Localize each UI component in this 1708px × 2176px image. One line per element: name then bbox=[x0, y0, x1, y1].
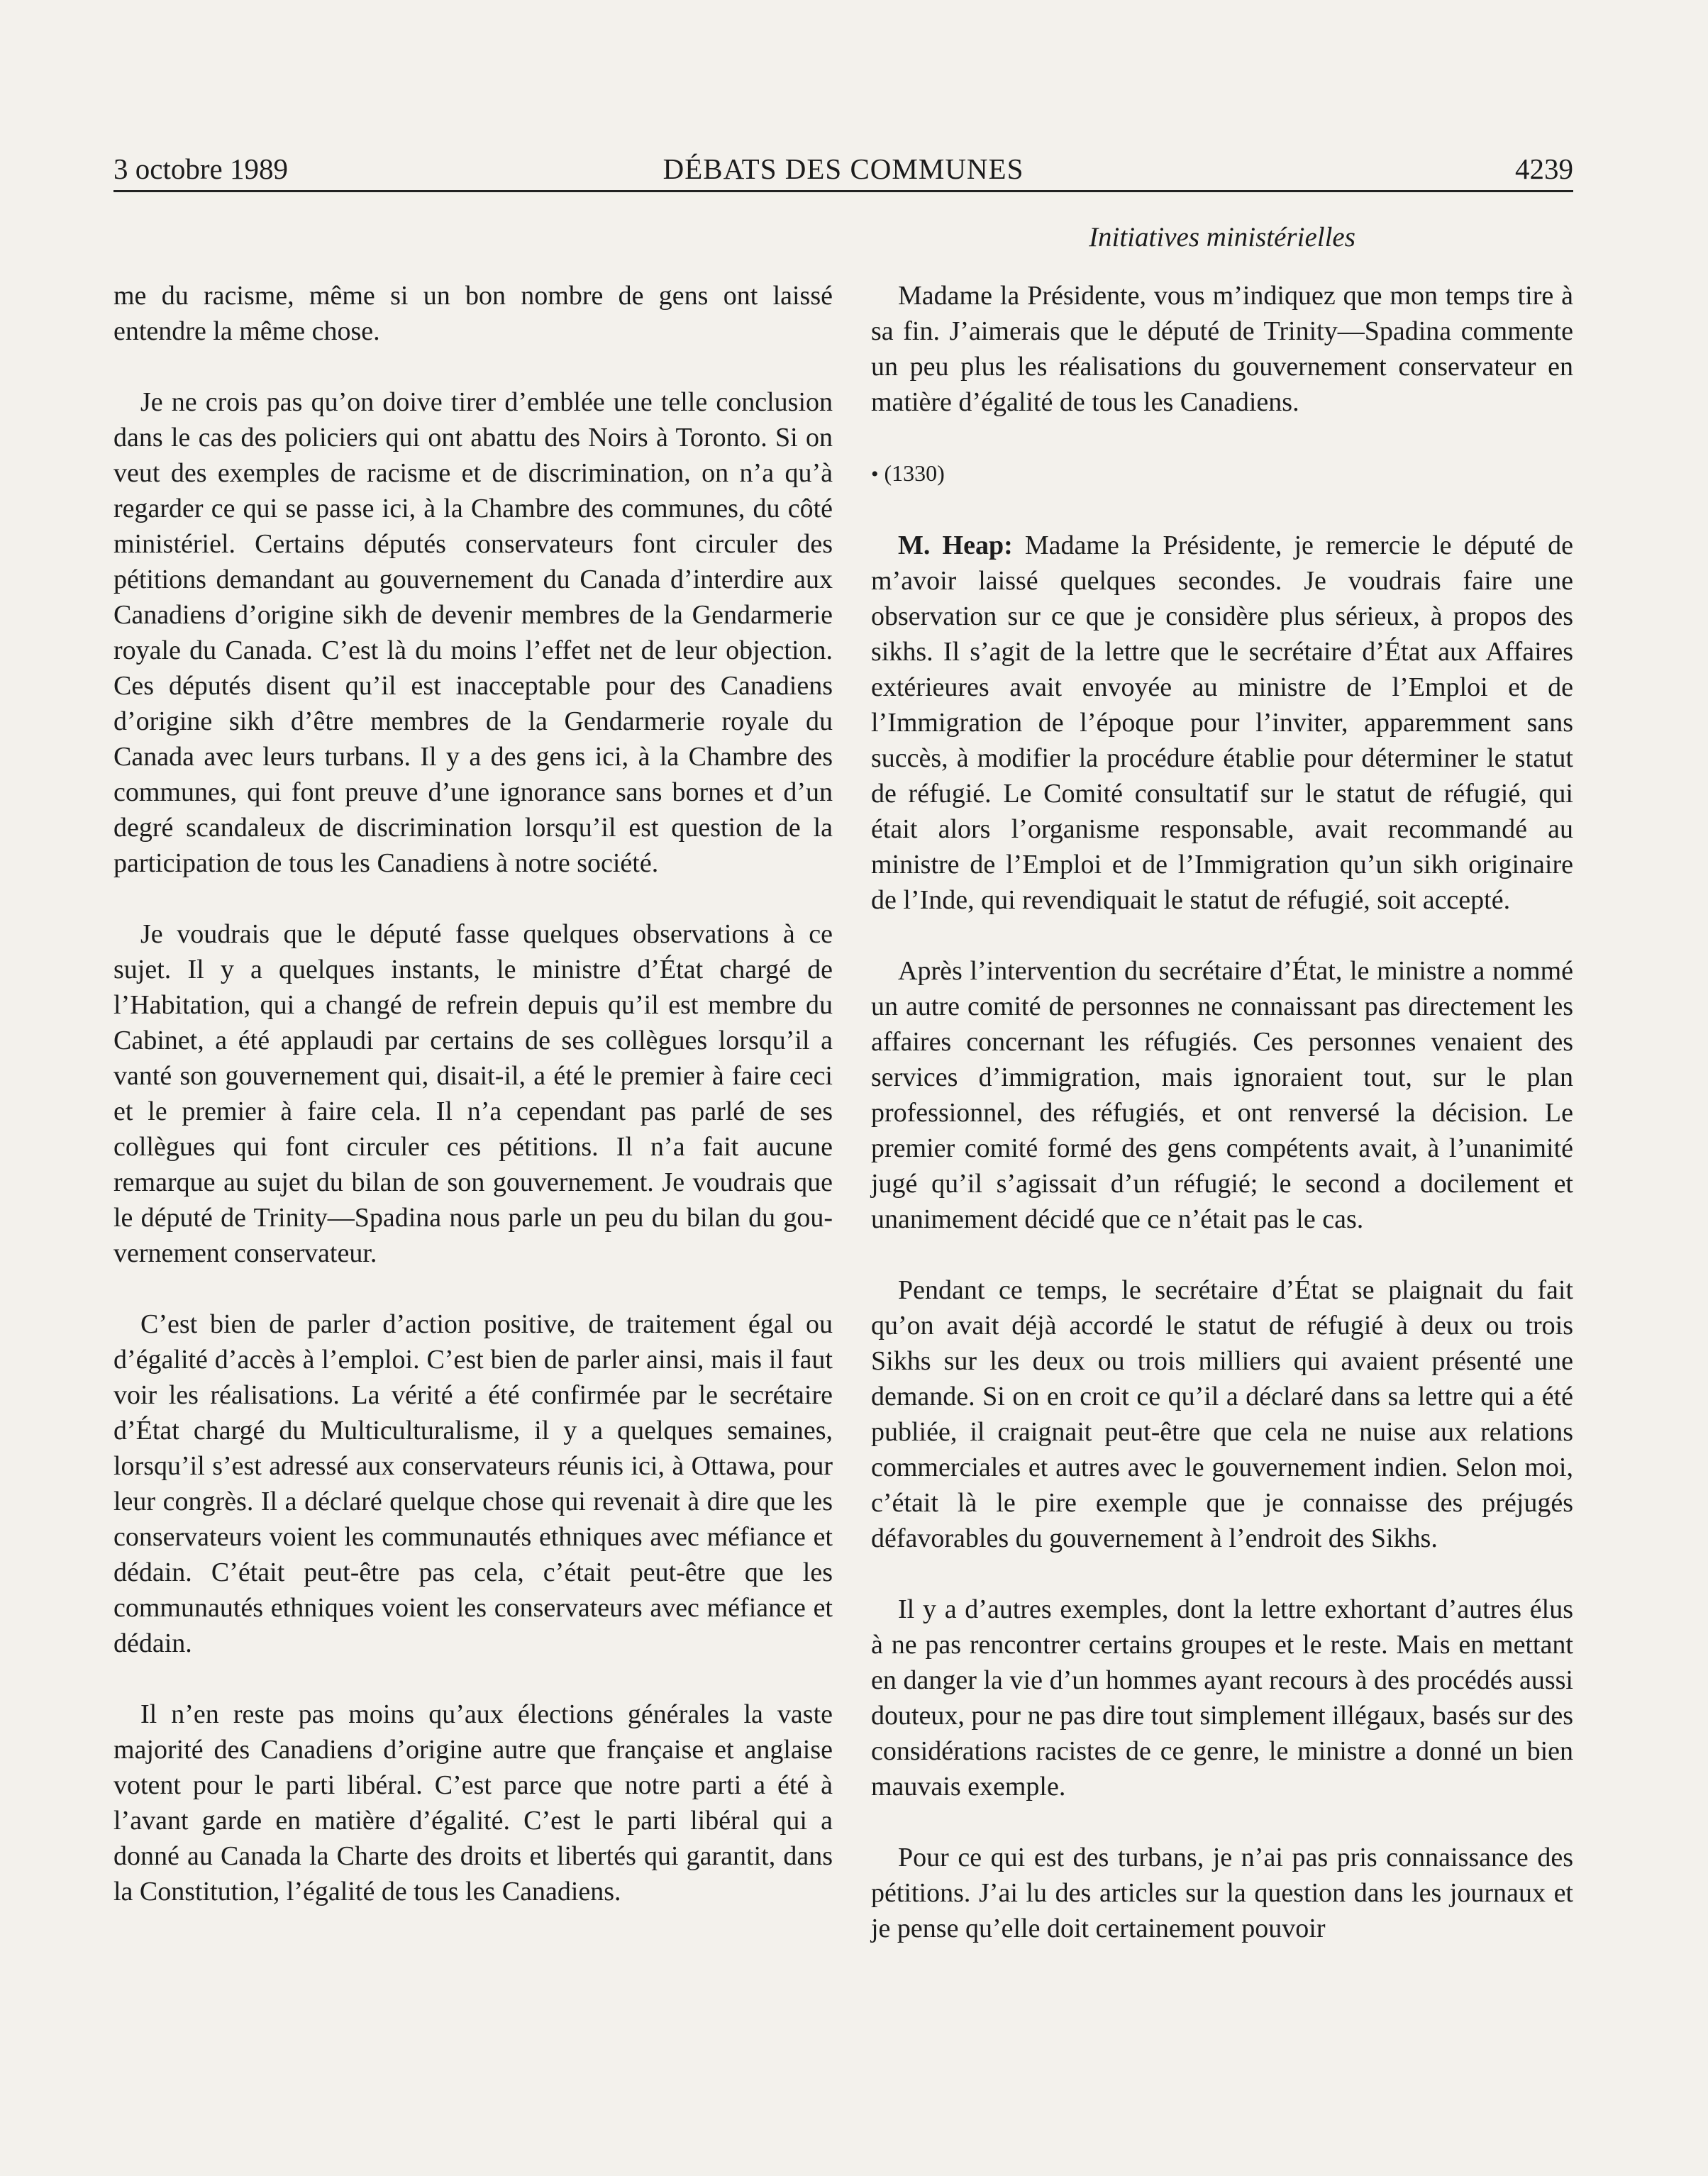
page-header bbox=[113, 148, 1573, 190]
speech-text: Madame la Présidente, je remercie le député de m’avoir laissé quelques secondes. Je voudrais faire une observation sur ce que je considère plus sérieux, à propos des sikhs. Il s’agit de la lettre que le secrétaire d’État aux Affaires extérieures avait envoyée au ministre de l’Emploi et de l’Immigration de l’époque pour l’inviter, apparemment sans succès, à modifier la procédure établie pour déterminer le statut de réfugié. Le Comité consultatif sur le statut de réfugié, qui était alors l’organisme responsable, avait recommandé au ministre de l’Emploi et de l’Immigration qu’un sikh originaire de l’Inde, qui revendiquait le statut de réfugié, soit accepté. bbox=[871, 531, 1573, 915]
paragraph: Je voudrais que le député fasse quelques observations à ce sujet. Il y a quelques instants, le ministre d’État chargé de l’Habitation, qui a changé de refrein depuis qu’il est membre du Cabinet, a été applaudi par certains de ses collègues lorsqu’il a vanté son gouvernement qui, disait-il, a été le premier à faire ceci et le premier à faire cela. Il n’a cependant pas parlé de ses collègues qui font circuler ces pétitions. Il n’a fait aucune remarque au sujet du bilan de son gouvernement. Je voudrais que le député de Trinity—Spadina nous parle un peu du bilan du gouvernement conservateur. bbox=[113, 919, 833, 1268]
paragraph: C’est bien de parler d’action positive, de traitement égal ou d’égalité d’accès à l’emploi. C’est bien de parler ainsi, mais il faut voir les réalisations. La vérité a été confirmée par le secrétaire d’État chargé du Multiculturalisme, il y a quelques semaines, lorsqu’il s’est adressé aux conservateurs réunis ici, à Ottawa, pour leur congrès. Il a déclaré quelque chose qui revenait à dire que les conservateurs voient les communautés ethniques avec méfiance et dédain. C’était peut-être pas cela, c’était peut-être que les communautés ethniques voient les conservateurs avec méfiance et dédain. bbox=[113, 1309, 833, 1658]
timestamp bbox=[871, 455, 1573, 492]
paragraph: Pendant ce temps, le secrétaire d’État se plaignait du fait qu’on avait déjà accordé le statut de réfugié à deux ou trois Sikhs sur les deux ou trois milliers qui avaient présenté une demande. Si on en croit ce qu’il a déclaré dans sa lettre qui a été publiée, il craignait peut-être que cela ne nuise aux relations commerciales et autres avec le gouvernement indien. Selon moi, c’était là le pire exemple que je connaisse des préjugés défavorables du gouvernement à l’endroit des Sikhs. bbox=[871, 1275, 1573, 1553]
paragraph: Pour ce qui est des turbans, je n’ai pas pris connaissance des pétitions. J’ai lu des articles sur la question dans les journaux et je pense qu’elle doit certainement pouvoir bbox=[871, 1843, 1573, 1943]
speech-paragraph bbox=[871, 528, 1573, 918]
paragraph: Il y a d’autres exemples, dont la lettre exhortant d’autres élus à ne pas rencontrer certains groupes et le reste. Mais en mettant en danger la vie d’un hommes ayant recours à des procédés aussi douteux, pour ne pas dire tout simplement illégaux, basés sur des considérations racistes de ce genre, le ministre a donné un bien mauvais exemple. bbox=[871, 1594, 1573, 1802]
speaker-name: M. Heap: bbox=[898, 531, 1013, 560]
paragraph: Il n’en reste pas moins qu’aux élections générales la vaste majorité des Canadiens d’origine autre que française et anglaise votent pour le parti libéral. C’est parce que notre parti a été à l’avant garde en matière d’égalité. C’est le parti libéral qui a donné au Canada la Charte des droits et libertés qui garantit, dans la Constitution, l’égalité de tous les Canadiens. bbox=[113, 1699, 833, 1906]
left-column bbox=[113, 278, 833, 1945]
right-column bbox=[871, 278, 1573, 1982]
bullet-icon: • bbox=[871, 462, 879, 486]
paragraph: me du racisme, même si un bon nombre de gens ont laissé entendre la même chose. bbox=[113, 281, 833, 346]
section-label: Initiatives ministérielles bbox=[1089, 222, 1355, 252]
paragraph: Après l’intervention du secrétaire d’État, le ministre a nommé un autre comité de personnes ne connaissant pas directement les affaires concernant les réfugiés. Ces personnes venaient des services d’immigration, mais ignoraient tout, sur le plan professionnel, des réfugiés, et ont renversé la décision. Le premier comité formé des gens compétents avait, à l’unanimité jugé qu’il s’agissait d’un réfugié; le second a docilement et unanimement décidé que ce n’était pas le cas. bbox=[871, 956, 1573, 1234]
header-title: DÉBATS DES COMMUNES bbox=[662, 152, 1024, 185]
paragraph: Madame la Présidente, vous m’indiquez que mon temps tire à sa fin. J’aimerais que le député de Trinity—Spadina commente un peu plus les réalisations du gouvernement conservateur en matière d’égalité de tous les Canadiens. bbox=[871, 281, 1573, 417]
header-page-number: 4239 bbox=[1515, 152, 1573, 185]
timestamp-text: (1330) bbox=[884, 460, 945, 486]
paragraph: Je ne crois pas qu’on doive tirer d’emblée une telle conclusion dans le cas des policiers qui ont abattu des Noirs à Toronto. Si on veut des exemples de racisme et de discrimination, on n’a qu’à regarder ce qui se passe ici, à la Chambre des communes, du côté ministériel. Certains députés conservateurs font circuler des pétitions demandant au gouvernement du Canada d’interdire aux Canadiens d’origine sikh de devenir membres de la Gendarmerie royale du Canada. C’est là du moins l’effet net de leur objection. Ces députés disent qu’il est inacceptable pour des Canadiens d’origine sikh d’être membres de la Gendarmerie royale du Canada avec leurs turbans. Il y a des gens ici, à la Chambre des communes, qui font preuve d’une ignorance sans bornes et d’un degré scandaleux de discrimination lorsqu’il est question de la participation de tous les Canadiens à notre société. bbox=[113, 387, 833, 878]
header-date: 3 octobre 1989 bbox=[113, 152, 288, 185]
header-rule bbox=[113, 190, 1573, 192]
